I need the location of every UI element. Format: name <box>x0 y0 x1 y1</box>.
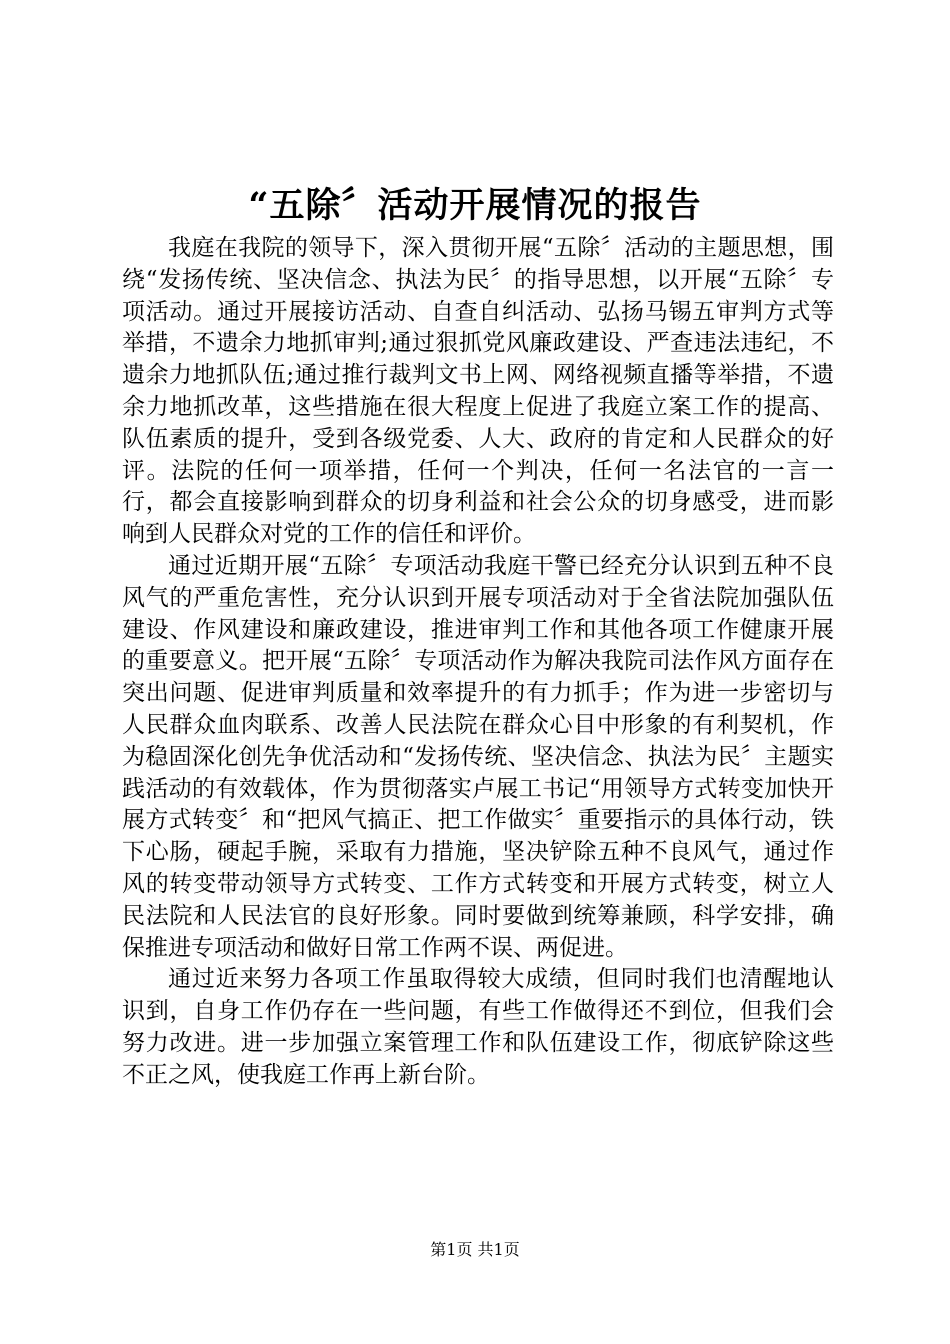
paragraph-2: 通过近期开展“五除〞专项活动我庭干警已经充分认识到五种不良风气的严重危害性，充分认识到开展专项活动对于全省法院加强队伍建设、作风建设和廉政建设，推进审判工作和其他各项工作健康开展的重要意义。把开展“五除〞专项活动作为解决我院司法作风方面存在突出问题、促进审判质量和效率提升的有力抓手；作为进一步密切与人民群众血肉联系、改善人民法院在群众心目中形象的有利契机，作为稳固深化创先争优活动和“发扬传统、坚决信念、执法为民〞主题实践活动的有效载体，作为贯彻落实卢展工书记“用领导方式转变加快开展方式转变〞和“把风气搞正、把工作做实〞重要指示的具体行动，铁下心肠，硬起手腕，采取有力措施，坚决铲除五种不良风气，通过作风的转变带动领导方式转变、工作方式转变和开展方式转变，树立人民法院和人民法官的良好形象。同时要做到统筹兼顾，科学安排，确保推进专项活动和做好日常工作两不误、两促进。 <box>122 552 834 961</box>
document-body <box>122 233 834 1092</box>
paragraph-1: 我庭在我院的领导下，深入贯彻开展“五除〞活动的主题思想，围绕“发扬传统、坚决信念、执法为民〞的指导思想，以开展“五除〞专项活动。通过开展接访活动、自查自纠活动、弘扬马锡五审判方式等举措，不遗余力地抓审判;通过狠抓党风廉政建设、严查违法违纪，不遗余力地抓队伍;通过推行裁判文书上网、网络视频直播等举措，不遗余力地抓改革，这些措施在很大程度上促进了我庭立案工作的提高、队伍素质的提升，受到各级党委、人大、政府的肯定和人民群众的好评。法院的任何一项举措，任何一个判决，任何一名法官的一言一行，都会直接影响到群众的切身利益和社会公众的切身感受，进而影响到人民群众对党的工作的信任和评价。 <box>122 235 834 548</box>
page-footer: 第1页 共1页 <box>430 1240 520 1259</box>
paragraph-3: 通过近来努力各项工作虽取得较大成绩，但同时我们也清醒地认识到，自身工作仍存在一些问题，有些工作做得还不到位，但我们会努力改进。进一步加强立案管理工作和队伍建设工作，彻底铲除这些不正之风，使我庭工作再上新台阶。 <box>122 966 834 1088</box>
document-title: “五除〞活动开展情况的报告 <box>248 185 702 226</box>
